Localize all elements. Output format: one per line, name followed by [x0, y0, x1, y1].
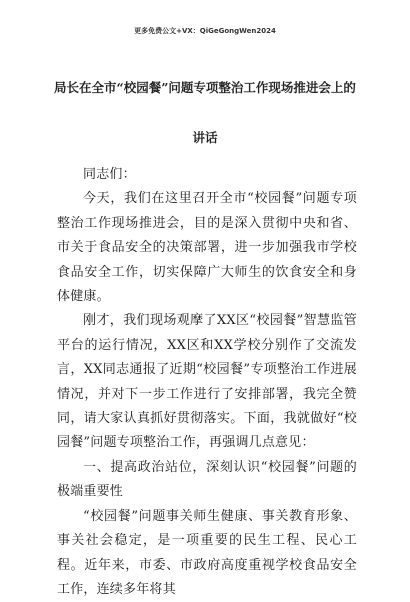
watermark-header: 更多免费公文+VX：QiGeGongWen2024	[134, 27, 276, 35]
document-title-line2: 讲话	[192, 130, 218, 145]
body-paragraph: 今天，我们在这里召开全市“校园餐”问题专项整治工作现场推进会，目的是深入贯彻中央和省、市关于食品安全的决策部署，进一步加强我市学校食品安全工作，切实保障广大师生的饮食安全和身体健康。	[57, 191, 357, 305]
body-paragraph: 刚才，我们现场观摩了XX区“校园餐”智慧监管平台的运行情况，XX区和XX学校分别作了交流发言，XX同志通报了近期“校园餐”专项整治工作进展情况，并对下一步工作进行了安排部署，我完全赞同，请大家认真抓好贯彻落实。下面，我就做好“校园餐”问题专项整治工作，再强调几点意见：	[57, 313, 357, 451]
body-paragraph: “校园餐”问题事关师生健康、事关教育形象、事关社会稳定，是一项重要的民生工程、民心工程。近年来，市委、市政府高度重视学校食品安全工作，连续多年将其	[57, 508, 357, 597]
document-title-line1: 局长在全市“校园餐”问题专项整治工作现场推进会上的	[54, 80, 356, 95]
section-heading: 一、提高政治站位，深刻认识“校园餐”问题的极端重要性	[57, 459, 357, 500]
greeting: 同志们：	[83, 167, 136, 182]
document-body	[57, 163, 357, 602]
